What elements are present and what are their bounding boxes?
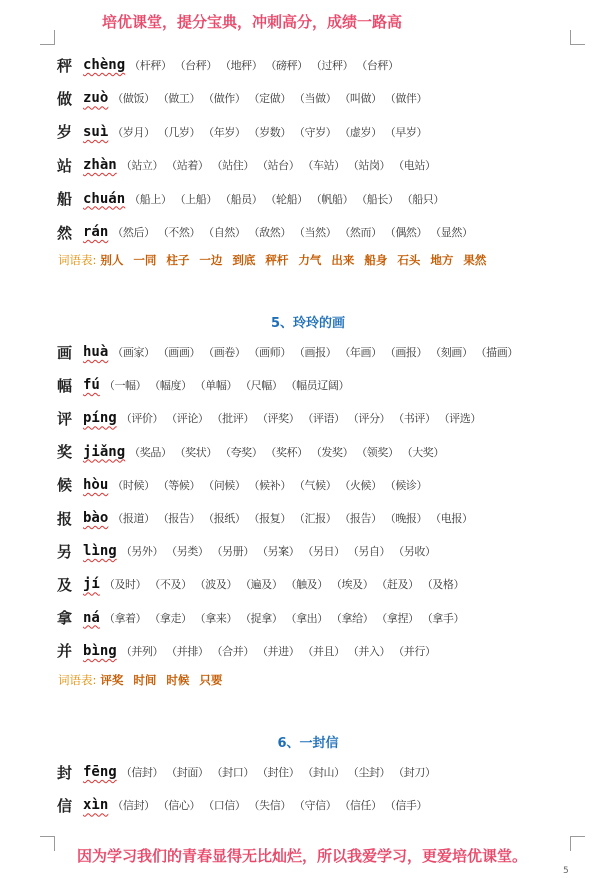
compound-word: （拿来）	[194, 611, 238, 625]
character-row	[57, 506, 473, 530]
header-banner: 培优课堂，提分宝典，冲刺高分，成绩一路高	[101, 13, 402, 31]
compound-word: （做伴）	[384, 92, 428, 106]
word-group	[104, 576, 464, 592]
compound-word: （汇报）	[293, 512, 337, 525]
vocab-word: 一同	[133, 253, 157, 267]
compound-word: （封刀）	[393, 766, 436, 779]
vocab-label: 词语表:	[58, 253, 97, 267]
hanzi-character: 并	[57, 642, 73, 661]
pinyin: fú	[83, 377, 100, 394]
compound-word: （另日）	[302, 545, 345, 559]
character-row	[57, 86, 427, 110]
hanzi-character: 信	[57, 796, 73, 815]
compound-word: （敌然）	[248, 226, 291, 239]
character-row	[57, 153, 436, 177]
compound-word: （夸奖）	[219, 445, 263, 459]
vocabulary-list	[58, 670, 232, 690]
compound-word: （遍及）	[240, 578, 283, 592]
compound-word: （虚岁）	[339, 125, 382, 139]
compound-word: （捉拿）	[240, 611, 283, 625]
compound-word: （批评）	[211, 412, 254, 426]
compound-word: （奖品）	[129, 445, 172, 459]
compound-word: （赶及）	[376, 578, 419, 592]
character-row	[57, 572, 464, 596]
compound-word: （另册）	[211, 545, 254, 559]
crop-mark-top-right	[570, 30, 585, 45]
compound-word: （轮船）	[265, 192, 308, 206]
compound-word: （及格）	[421, 578, 465, 592]
word-group	[112, 90, 427, 106]
vocab-word: 一边	[199, 253, 223, 267]
vocab-word: 果然	[463, 253, 487, 267]
vocab-word: 时间	[133, 673, 157, 687]
pinyin: hòu	[83, 476, 109, 493]
character-row	[57, 220, 473, 244]
compound-word: （做饭）	[112, 92, 155, 106]
section-title: 5、玲玲的画	[270, 316, 346, 331]
hanzi-character: 另	[57, 542, 73, 561]
compound-word: （做工）	[157, 92, 201, 106]
compound-word: （岁数）	[248, 125, 291, 139]
hanzi-character: 评	[57, 409, 73, 428]
compound-word: （台秤）	[174, 59, 217, 72]
pinyin: bìng	[83, 642, 117, 659]
character-row	[57, 440, 444, 464]
compound-word: （守岁）	[293, 125, 337, 139]
hanzi-character: 船	[57, 190, 73, 209]
compound-word: （帆船）	[310, 192, 354, 206]
compound-word: （气候）	[293, 478, 337, 492]
compound-word: （问候）	[203, 478, 246, 492]
pinyin: jiǎng	[83, 443, 126, 460]
compound-word: （尘封）	[347, 766, 391, 779]
compound-word: （另收）	[393, 545, 436, 559]
word-group	[104, 610, 464, 626]
compound-word: （站住）	[211, 159, 254, 173]
compound-word: （另案）	[256, 545, 300, 559]
compound-word: （船只）	[401, 192, 444, 206]
word-group	[129, 191, 444, 207]
hanzi-character: 画	[57, 343, 73, 362]
compound-word: （电站）	[393, 159, 436, 173]
compound-word: （信任）	[339, 799, 382, 813]
compound-word: （刻画）	[430, 346, 473, 359]
pinyin: suì	[83, 123, 109, 140]
compound-word: （并且）	[302, 644, 345, 658]
vocab-word: 出来	[331, 253, 355, 267]
compound-word: （一幅）	[103, 379, 147, 393]
compound-word: （时候）	[112, 478, 155, 492]
compound-word: （画家）	[112, 346, 155, 359]
vocab-word: 石头	[397, 253, 421, 267]
compound-word: （杆秤）	[129, 59, 172, 72]
compound-word: （并排）	[166, 644, 209, 658]
compound-word: （火候）	[339, 478, 382, 492]
compound-word: （年画）	[339, 346, 382, 359]
compound-word: （尺幅）	[240, 379, 283, 393]
compound-word: （封面）	[166, 766, 209, 779]
compound-word: （然而）	[339, 226, 382, 239]
crop-mark-top-left	[40, 30, 55, 45]
character-row	[57, 793, 427, 817]
compound-word: （叫做）	[339, 92, 382, 106]
compound-word: （当做）	[293, 92, 337, 106]
compound-word: （候补）	[248, 478, 291, 492]
pinyin: zhàn	[83, 157, 117, 174]
pinyin: píng	[83, 410, 117, 427]
compound-word: （站岗）	[347, 159, 391, 173]
word-group	[112, 224, 472, 240]
compound-word: （过秤）	[310, 59, 354, 72]
section-title: 6、一封信	[277, 736, 339, 751]
compound-word: （信封）	[112, 799, 155, 813]
compound-word: （拿给）	[330, 611, 374, 625]
hanzi-character: 岁	[57, 123, 73, 142]
compound-word: （评语）	[302, 412, 345, 426]
hanzi-character: 然	[57, 223, 73, 242]
compound-word: （另自）	[347, 545, 391, 559]
compound-word: （年岁）	[203, 125, 246, 139]
hanzi-character: 候	[57, 476, 73, 495]
word-group	[112, 124, 427, 140]
compound-word: （另类）	[166, 545, 209, 559]
word-group	[104, 377, 349, 393]
character-row	[57, 120, 427, 144]
vocab-word: 柱子	[166, 253, 190, 267]
compound-word: （拿捏）	[376, 611, 419, 625]
compound-word: （画师）	[248, 346, 291, 359]
compound-word: （站台）	[256, 159, 300, 173]
compound-word: （站立）	[120, 159, 164, 173]
vocab-word: 地方	[430, 253, 454, 267]
compound-word: （触及）	[285, 578, 328, 592]
hanzi-character: 奖	[57, 443, 73, 462]
hanzi-character: 封	[57, 763, 73, 782]
pinyin: zuò	[83, 90, 109, 107]
character-row	[57, 406, 481, 430]
word-group	[121, 764, 436, 780]
character-row	[57, 373, 349, 397]
character-row	[57, 187, 444, 211]
hanzi-character: 站	[57, 156, 73, 175]
compound-word: （并入）	[347, 644, 391, 658]
character-row	[57, 639, 436, 663]
vocab-word: 船身	[364, 253, 388, 267]
vocab-word: 评奖	[100, 673, 124, 687]
compound-word: （并进）	[256, 644, 300, 658]
page-number: 5	[563, 866, 569, 876]
vocab-word: 到底	[232, 253, 256, 267]
pinyin: bào	[83, 510, 109, 526]
word-group	[121, 410, 481, 426]
pinyin: xìn	[83, 797, 109, 814]
compound-word: （发奖）	[310, 445, 354, 459]
compound-word: （电报）	[430, 512, 473, 525]
pinyin: chèng	[83, 57, 126, 73]
pinyin: ná	[83, 609, 100, 626]
character-row	[57, 473, 427, 497]
compound-word: （拿出）	[285, 611, 328, 625]
compound-word: （书评）	[393, 412, 436, 426]
compound-word: （报告）	[157, 512, 201, 525]
compound-word: （拿走）	[149, 611, 192, 625]
compound-word: （信心）	[157, 799, 201, 813]
compound-word: （画报）	[293, 346, 337, 359]
compound-word: （画画）	[157, 346, 201, 359]
vocab-word: 只要	[199, 673, 223, 687]
word-group	[129, 57, 398, 73]
compound-word: （拿手）	[421, 611, 465, 625]
compound-word: （画卷）	[203, 346, 246, 359]
compound-word: （另外）	[120, 545, 164, 559]
compound-word: （车站）	[302, 159, 345, 173]
compound-word: （上船）	[174, 192, 217, 206]
compound-word: （不及）	[149, 578, 192, 592]
compound-word: （并行）	[393, 644, 436, 658]
word-group	[121, 543, 436, 559]
compound-word: （船上）	[129, 192, 172, 206]
compound-word: （等候）	[157, 478, 201, 492]
pinyin: chuán	[83, 190, 126, 207]
pinyin: fēng	[83, 764, 117, 780]
character-row	[57, 606, 464, 630]
hanzi-character: 幅	[57, 376, 73, 395]
word-group	[121, 157, 436, 173]
vocab-word: 秤杆	[265, 253, 289, 267]
compound-word: （封口）	[211, 766, 254, 779]
compound-word: （报道）	[112, 512, 155, 525]
compound-word: （幅度）	[149, 379, 192, 393]
compound-word: （奖状）	[174, 445, 217, 459]
compound-word: （报纸）	[203, 512, 246, 525]
compound-word: （自然）	[203, 226, 246, 239]
compound-word: （磅秤）	[265, 59, 308, 72]
footer-banner: 因为学习我们的青春显得无比灿烂，所以我爱学习，更爱培优课堂。	[76, 847, 527, 865]
compound-word: （评论）	[166, 412, 209, 426]
compound-word: （及时）	[103, 578, 147, 592]
compound-word: （早岁）	[384, 125, 428, 139]
compound-word: （评选）	[438, 412, 481, 426]
compound-word: （然后）	[112, 226, 155, 239]
vocabulary-list	[58, 250, 496, 270]
compound-word: （岁月）	[112, 125, 155, 139]
word-group	[112, 797, 427, 813]
vocab-word: 力气	[298, 253, 322, 267]
compound-word: （守信）	[293, 799, 337, 813]
compound-word: （奖杯）	[265, 445, 308, 459]
word-group	[112, 344, 518, 360]
word-group	[112, 477, 427, 493]
compound-word: （船长）	[356, 192, 399, 206]
word-group	[129, 444, 444, 460]
compound-word: （报告）	[339, 512, 382, 525]
compound-word: （拿着）	[103, 611, 147, 625]
compound-word: （信手）	[384, 799, 428, 813]
compound-word: （画报）	[384, 346, 428, 359]
pinyin: huà	[83, 344, 109, 360]
compound-word: （晚报）	[384, 512, 428, 525]
compound-word: （封山）	[302, 766, 345, 779]
hanzi-character: 做	[57, 89, 73, 108]
compound-word: （评奖）	[256, 412, 300, 426]
character-row	[57, 760, 436, 784]
compound-word: （口信）	[203, 799, 246, 813]
compound-word: （台秤）	[356, 59, 399, 72]
compound-word: （评分）	[347, 412, 391, 426]
compound-word: （几岁）	[157, 125, 201, 139]
compound-word: （描画）	[475, 346, 518, 359]
compound-word: （候诊）	[384, 478, 428, 492]
compound-word: （显然）	[430, 226, 473, 239]
compound-word: （大奖）	[401, 445, 444, 459]
character-row	[57, 53, 399, 77]
compound-word: （定做）	[248, 92, 291, 106]
compound-word: （信封）	[120, 766, 164, 779]
character-row	[57, 539, 436, 563]
compound-word: （站着）	[166, 159, 209, 173]
pinyin: rán	[83, 224, 109, 240]
compound-word: （埃及）	[330, 578, 374, 592]
hanzi-character: 及	[57, 575, 73, 594]
compound-word: （做作）	[203, 92, 246, 106]
pinyin: jí	[83, 576, 100, 593]
compound-word: （船员）	[219, 192, 263, 206]
compound-word: （地秤）	[219, 59, 263, 72]
compound-word: （并列）	[120, 644, 164, 658]
hanzi-character: 秤	[57, 56, 73, 75]
compound-word: （当然）	[293, 226, 337, 239]
compound-word: （评价）	[120, 412, 164, 426]
compound-word: （合并）	[211, 644, 254, 658]
hanzi-character: 拿	[57, 609, 73, 628]
compound-word: （不然）	[157, 226, 201, 239]
compound-word: （波及）	[194, 578, 238, 592]
compound-word: （封住）	[256, 766, 300, 779]
compound-word: （失信）	[248, 799, 291, 813]
character-row	[57, 340, 518, 364]
vocab-word: 时候	[166, 673, 190, 687]
compound-word: （幅员辽阔）	[285, 379, 350, 393]
hanzi-character: 报	[57, 509, 73, 528]
compound-word: （偶然）	[384, 226, 428, 239]
compound-word: （报复）	[248, 512, 291, 525]
word-group	[121, 643, 436, 659]
vocab-label: 词语表:	[58, 673, 97, 687]
pinyin: lìng	[83, 543, 117, 560]
vocab-word: 别人	[100, 253, 124, 267]
compound-word: （领奖）	[356, 445, 399, 459]
compound-word: （单幅）	[194, 379, 238, 393]
word-group	[112, 510, 472, 526]
